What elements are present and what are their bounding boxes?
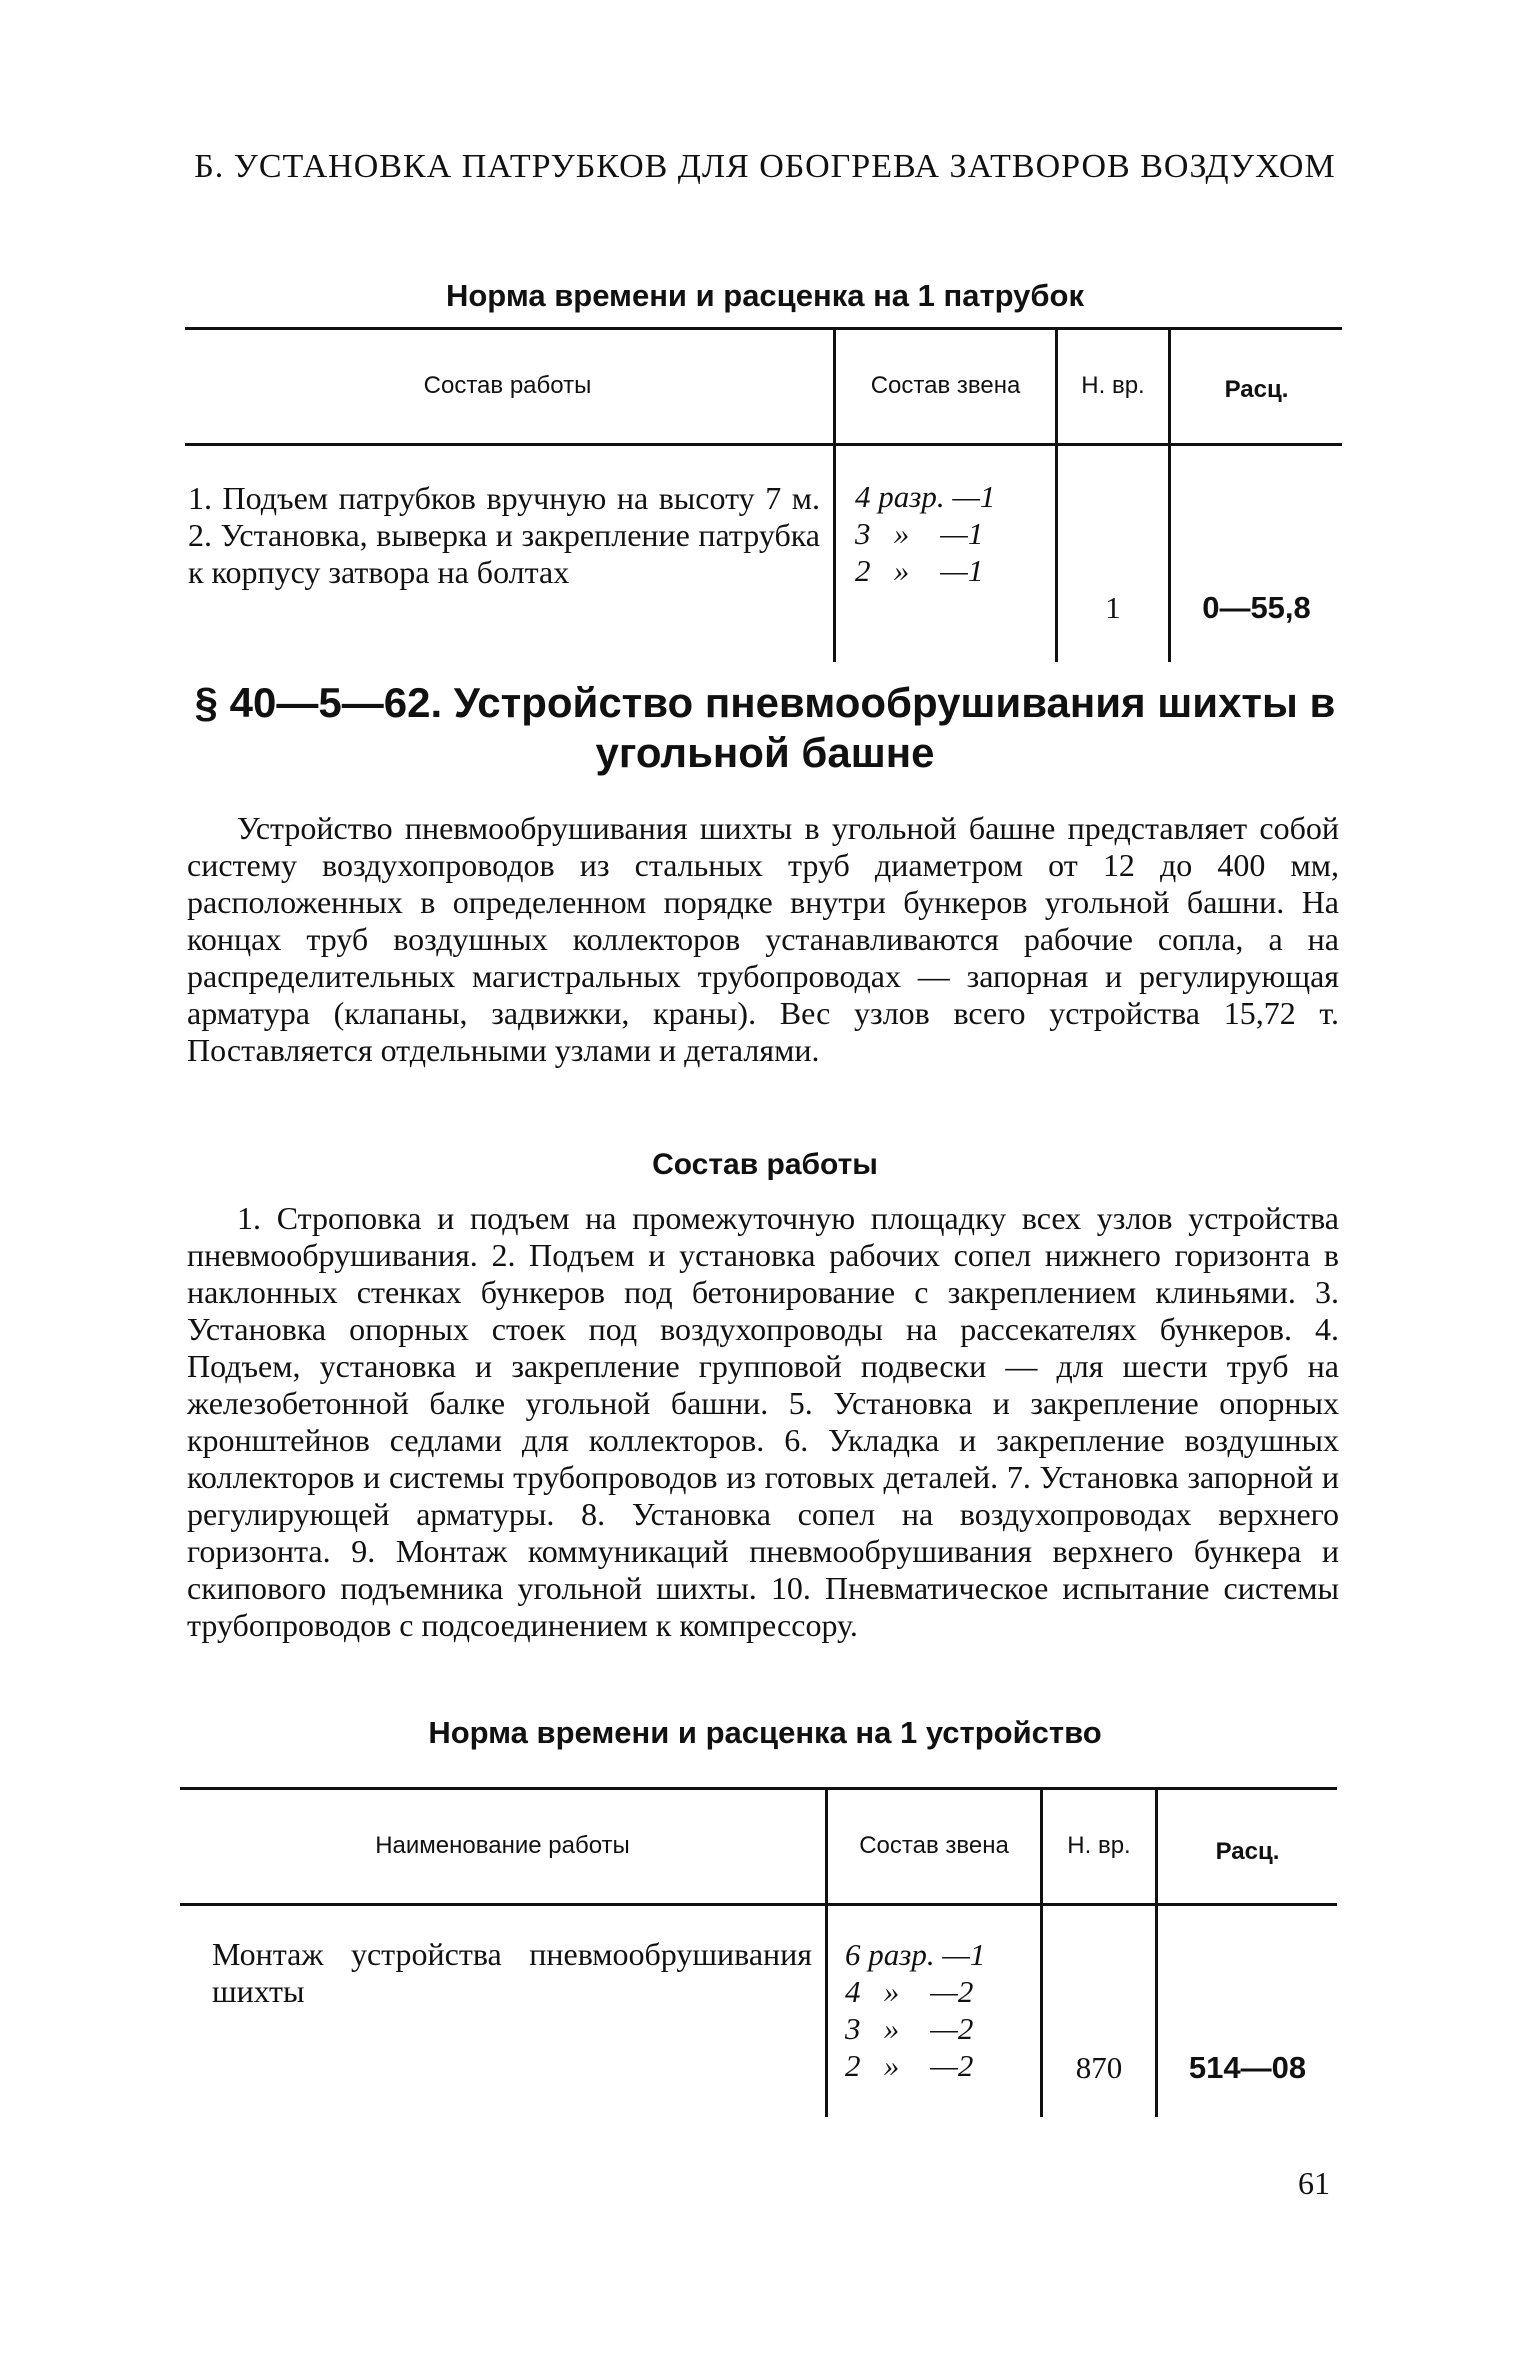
table2-title: Норма времени и расценка на 1 устройство — [428, 1715, 1102, 1750]
work-composition-heading: Состав работы — [652, 1148, 878, 1181]
intro-paragraph: Устройство пневмообрушивания шихты в угольной башне представляет собой систему воздухопроводов из стальных труб диаметром от 12 до 400 мм, расположенных в определенном порядке внутри бункеров угольной башни. На концах труб воздушных коллекторов устанавливаются рабочие сопла, а на распределительных магистральных трубопроводах — запорная и регулирующая арматура (клапаны, задвижки, краны). Вес узлов всего устройства 15,72 т. Поставляется отдельными узлами и деталями. — [187, 810, 1339, 1068]
work-composition-paragraph: 1. Строповка и подъем на промежуточную площадку всех узлов устройства пневмообрушивания. 2. Подъем и установка рабочих сопел нижнего горизонта в наклонных стенках бункеров под бетонирование с закреплением клиньями. 3. Установка опорных стоек под воздухопроводы на рассекателях бункеров. 4. Подъем, установка и закрепление групповой подвески — для шести труб на железобетонной балке угольной башни. 5. Установка и закрепление опорных кронштейнов седлами для коллекторов. 6. Укладка и закрепление воздушных коллекторов и системы трубопроводов из готовых деталей. 7. Установка запорной и регулирующей арматуры. 8. Установка сопел на воздухопроводах верхнего горизонта. 9. Монтаж коммуникаций пневмообрушивания верхнего бункера и скипового подъемника угольной шихты. 10. Пневматическое испытание системы трубопроводов с подсоединением к компрессору. — [187, 1200, 1339, 1643]
table1-crew-line: 2 » —1 — [855, 553, 984, 588]
table1-cell-work: 1. Подъем патрубков вручную на высоту 7 м. 2. Установка, выверка и закрепление патрубка к корпусу затвора на болтах — [188, 480, 820, 590]
table2-header-rule — [180, 1903, 1337, 1906]
table2-top-rule — [180, 1787, 1337, 1790]
table1-crew-line: 3 » —1 — [855, 516, 984, 551]
table2-header-norm: Н. вр. — [1067, 1832, 1131, 1859]
table2-cell-work: Монтаж устройства пневмообрушивания шихты — [212, 1936, 812, 2009]
table2-crew-line: 4 » —2 — [845, 1974, 974, 2009]
table1-header-work: Состав работы — [423, 372, 592, 399]
section-heading: § 40—5—62. Устройство пневмообрушивания шихты в угольной башне — [194, 679, 1336, 776]
table1-cell-rate: 0—55,8 — [1202, 590, 1311, 625]
table2-header-rate: Расц. — [1215, 1838, 1280, 1865]
table1-cell-norm: 1 — [1105, 590, 1121, 625]
page-number: 61 — [1298, 2165, 1330, 2201]
table2-crew-line: 2 » —2 — [845, 2048, 974, 2083]
table2-crew-line: 6 разр. —1 — [845, 1937, 986, 1972]
table1-header-rate: Расц. — [1224, 376, 1289, 403]
table1-crew-line: 4 разр. —1 — [855, 479, 996, 514]
subsection-heading: Б. УСТАНОВКА ПАТРУБКОВ ДЛЯ ОБОГРЕВА ЗАТВОРОВ ВОЗДУХОМ — [194, 148, 1336, 185]
table2-cell-rate: 514—08 — [1188, 2050, 1307, 2085]
table2-header-work: Наименование работы — [375, 1832, 630, 1859]
table2-cell-norm: 870 — [1075, 2050, 1123, 2085]
table1-title: Норма времени и расценка на 1 патрубок — [445, 278, 1085, 313]
table1-header-norm: Н. вр. — [1081, 372, 1145, 399]
table1-header-crew: Состав звена — [870, 372, 1021, 399]
table2-crew-line: 3 » —2 — [845, 2011, 974, 2046]
table2-header-crew: Состав звена — [859, 1832, 1009, 1859]
